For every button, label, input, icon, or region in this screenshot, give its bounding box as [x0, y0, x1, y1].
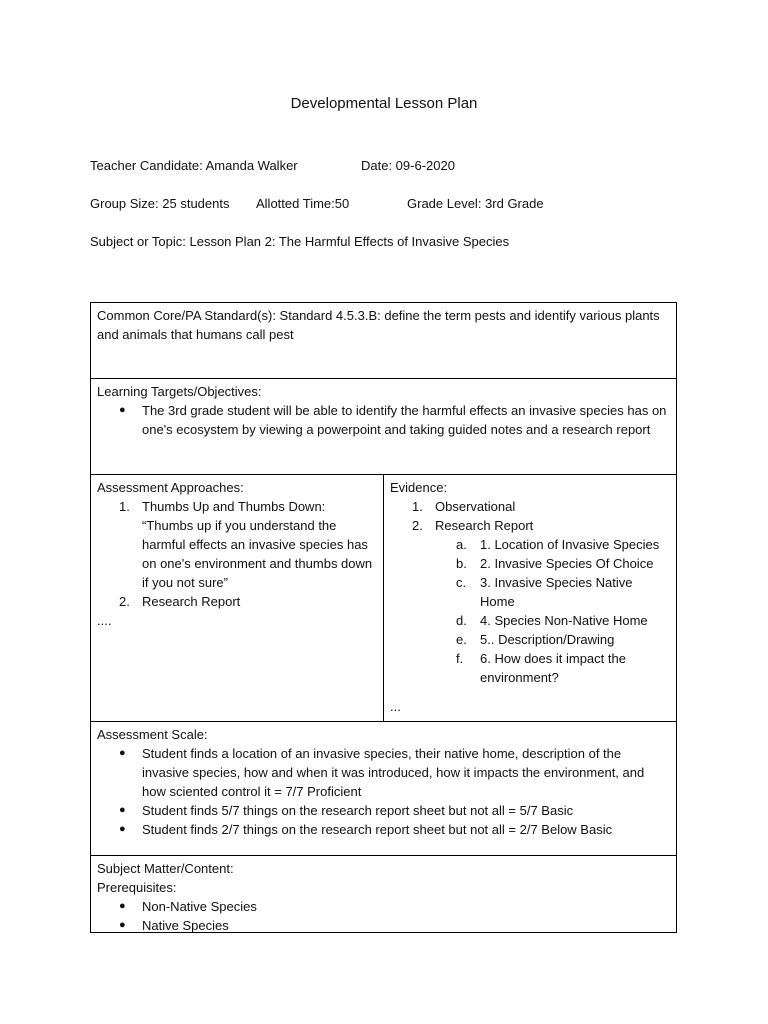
prerequisite-item: ● Non-Native Species [97, 897, 670, 916]
objective-item: ● The 3rd grade student will be able to identify the harmful effects an invasive species has on one's ecosystem by viewing a powerpoint and taking guided notes and a research report [97, 401, 670, 439]
evidence-subitem: d. 4. Species Non-Native Home [456, 613, 648, 628]
assessment-list [97, 497, 377, 611]
prerequisites-label: Prerequisites: [97, 880, 177, 895]
assessment-scale-row [91, 722, 676, 856]
evidence-subitem: e. 5.. Description/Drawing [456, 632, 615, 647]
evidence-cell [384, 475, 676, 721]
evidence-item: 2. Research Report [412, 518, 534, 533]
lesson-date: Date: 09-6-2020 [361, 158, 455, 173]
assessment-approaches-cell [91, 475, 384, 721]
evidence-list [390, 497, 670, 535]
grade-level: Grade Level: 3rd Grade [407, 196, 544, 211]
evidence-item: 1. Observational [412, 499, 516, 514]
content-row [91, 856, 676, 932]
standards-text: Common Core/PA Standard(s): Standard 4.5.3.B: define the term pests and identify various plants and animals that humans call pest [97, 308, 660, 342]
assessment-heading: Assessment Approaches: [97, 480, 244, 495]
assessment-item: 1. Thumbs Up and Thumbs Down: “Thumbs up if you understand the harmful effects an invasive species has on one's environment and thumbs down if you not sure” [119, 499, 373, 590]
evidence-subitem: b. 2. Invasive Species Of Choice [456, 556, 654, 571]
prerequisite-item: ● Native Species [97, 916, 670, 935]
group-size: Group Size: 25 students [90, 196, 230, 211]
evidence-subitem: a. 1. Location of Invasive Species [456, 537, 660, 552]
evidence-ellipsis: ... [390, 699, 401, 714]
page-title: Developmental Lesson Plan [290, 95, 478, 112]
evidence-sublist [390, 535, 670, 687]
scale-heading: Assessment Scale: [97, 727, 208, 742]
subject-topic: Subject or Topic: Lesson Plan 2: The Harmful Effects of Invasive Species [90, 234, 510, 249]
prerequisites-list [97, 897, 670, 935]
assessment-ellipsis: .... [97, 613, 112, 628]
evidence-subitem: f. 6. How does it impact the environment? [456, 651, 626, 685]
objectives-heading: Learning Targets/Objectives: [97, 384, 262, 399]
standards-row [91, 303, 676, 379]
scale-item: ● Student finds 2/7 things on the research report sheet but not all = 2/7 Below Basic [97, 820, 670, 839]
scale-item: ● Student finds a location of an invasive species, their native home, description of the invasive species, how and when it was introduced, how it impacts the environment, and how sciented control it = 7/7 Proficient [97, 744, 670, 801]
assessment-item: 2. Research Report [119, 594, 241, 609]
objectives-row [91, 379, 676, 475]
assessment-evidence-row [91, 475, 676, 722]
evidence-heading: Evidence: [390, 480, 448, 495]
teacher-candidate: Teacher Candidate: Amanda Walker [90, 158, 298, 173]
scale-list [97, 744, 670, 839]
content-heading: Subject Matter/Content: [97, 861, 234, 876]
scale-item: ● Student finds 5/7 things on the research report sheet but not all = 5/7 Basic [97, 801, 670, 820]
lesson-plan-table [90, 302, 677, 933]
allotted-time: Allotted Time:50 [256, 196, 350, 211]
objectives-list [97, 401, 670, 439]
evidence-subitem: c. 3. Invasive Species Native Home [456, 575, 633, 609]
